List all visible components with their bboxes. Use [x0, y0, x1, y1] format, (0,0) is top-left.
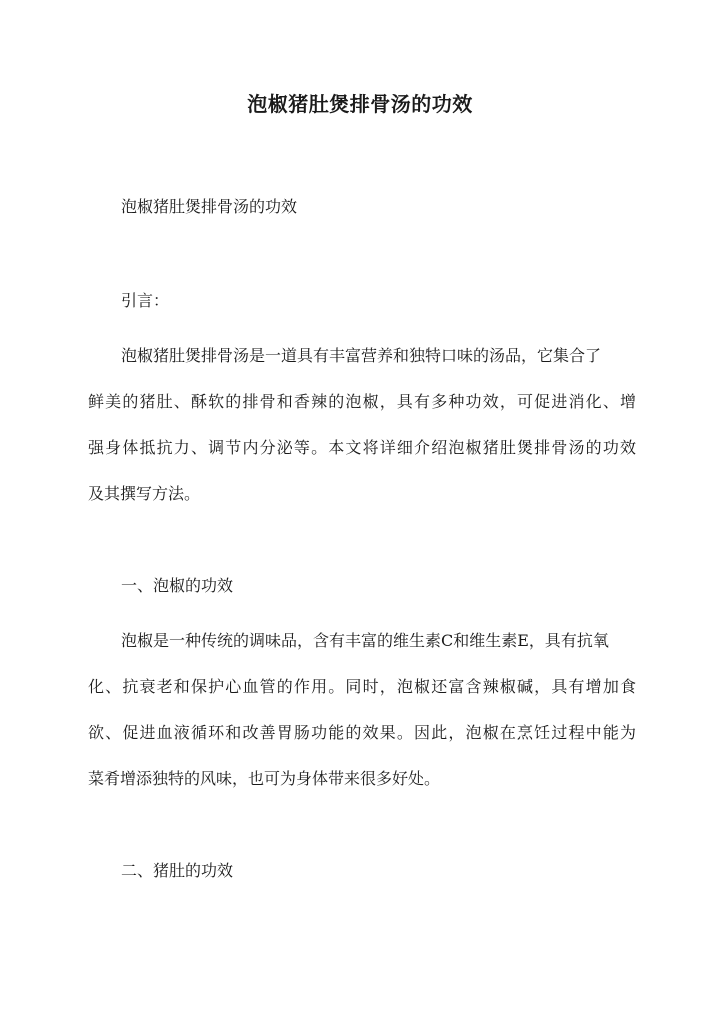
intro-paragraph-line: 鲜美的猪肚、酥软的排骨和香辣的泡椒，具有多种功效，可促进消化、增	[88, 392, 636, 411]
section-paragraph-line: 化、抗衰老和保护心血管的作用。同时，泡椒还富含辣椒碱，具有增加食	[88, 677, 636, 696]
section-paragraph-line: 欲、促进血液循环和改善胃肠功能的效果。因此，泡椒在烹饪过程中能为	[88, 723, 636, 742]
intro-paragraph-line: 泡椒猪肚煲排骨汤是一道具有丰富营养和独特口味的汤品，它集合了	[121, 346, 602, 365]
section-paragraph-line: 泡椒是一种传统的调味品，含有丰富的维生素C和维生素E，具有抗氧	[121, 631, 609, 650]
intro-heading: 引言：	[121, 291, 170, 310]
document-subtitle: 泡椒猪肚煲排骨汤的功效	[121, 197, 298, 216]
document-title: 泡椒猪肚煲排骨汤的功效	[247, 92, 473, 116]
intro-paragraph-line: 及其撰写方法。	[88, 484, 201, 503]
intro-paragraph-line: 强身体抵抗力、调节内分泌等。本文将详细介绍泡椒猪肚煲排骨汤的功效	[88, 438, 636, 457]
section-heading-pork-tripe: 二、猪肚的功效	[121, 861, 234, 880]
section-heading-chili: 一、泡椒的功效	[121, 576, 234, 595]
section-paragraph-line: 菜肴增添独特的风味，也可为身体带来很多好处。	[88, 769, 441, 788]
